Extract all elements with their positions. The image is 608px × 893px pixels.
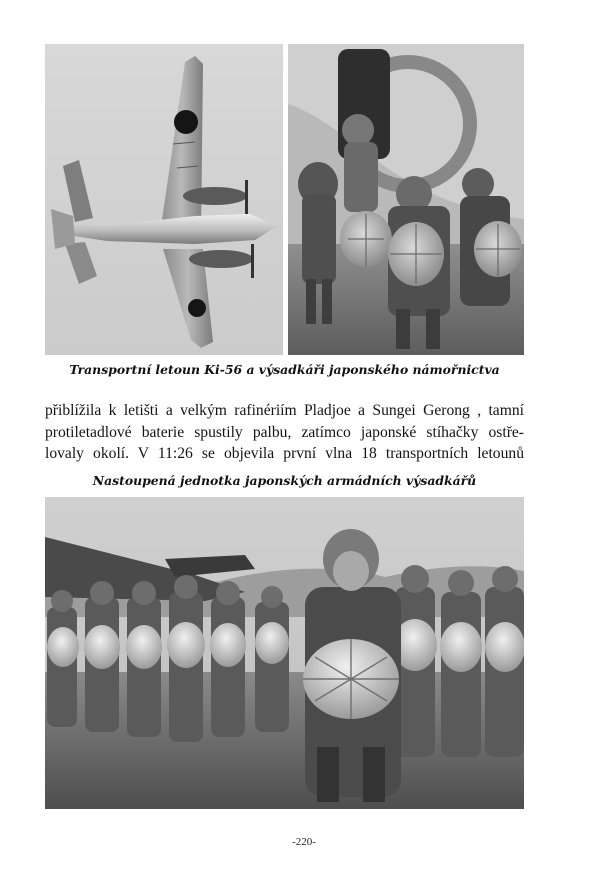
photo-paratrooper-unit-lineup [45,497,524,809]
figure-caption-bottom: Nastoupená jednotka japonských armádních výsadkářů [92,473,477,488]
figure-caption-top: Transportní letoun Ki-56 a výsadkáři japonského námořnictva [69,362,500,377]
body-line: přiblížila k letišti a velkým rafinériím Pladjoe a Sungei Gerong , tamní [45,402,524,419]
page-number: -220- [292,836,316,848]
body-line: protiletadlové baterie spustily palbu, zatímco japonské stíhačky ostře- [45,423,524,441]
photo-paratroopers-boarding [288,44,524,355]
photo-transport-plane-ki56 [45,44,283,355]
body-paragraph [45,400,524,465]
body-line: lovaly okolí. V 11:26 se objevila první vlna 18 transportních letounů [45,445,524,462]
